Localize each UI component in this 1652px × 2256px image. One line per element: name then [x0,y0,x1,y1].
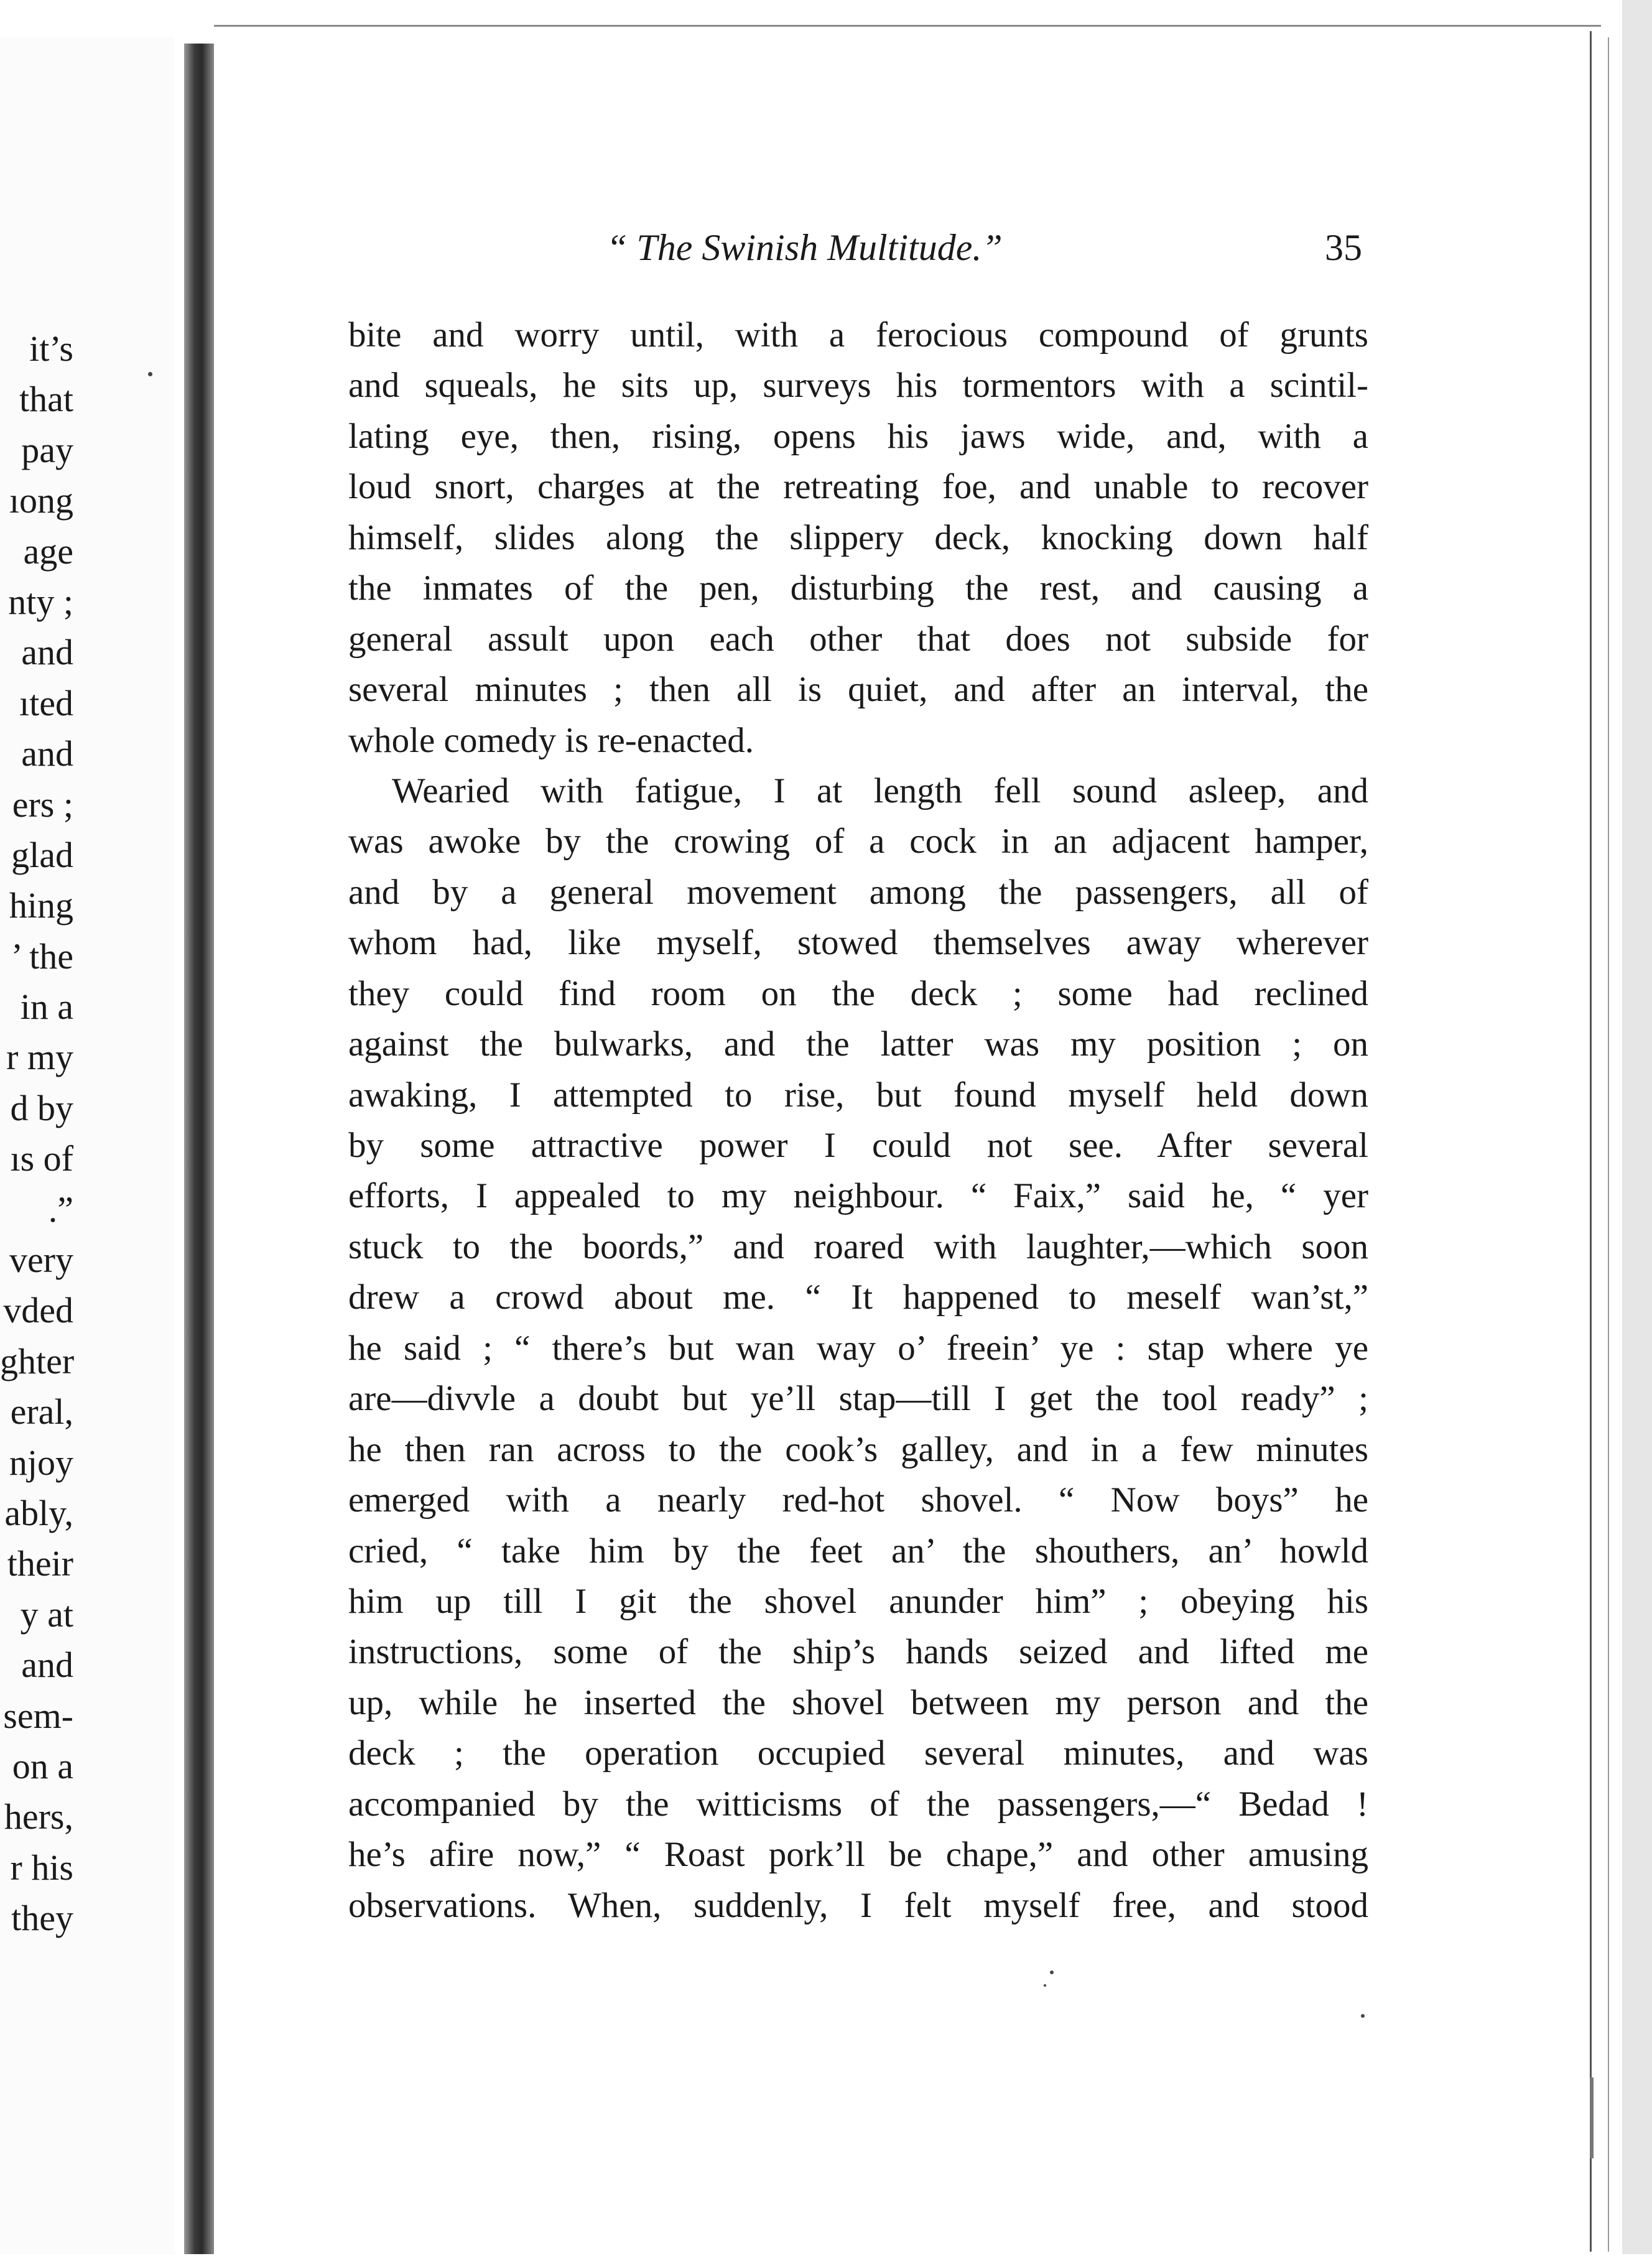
text-line: emerged with a nearly red-hot shovel. “ Now boys” he [348,1480,1368,1520]
text-line: are—divvle a doubt but ye’ll stap—till I get the tool ready” ; [348,1379,1368,1419]
page-edge-line [1608,37,1609,2252]
page-number: 35 [1325,227,1362,268]
left-page-line: d by [10,1087,73,1128]
left-page-line: glad [11,834,73,875]
left-page-line: ’ the [11,935,73,977]
text-line: cried, “ take him by the feet an’ the shouthers, an’ howld [348,1531,1368,1571]
left-page-line: ghter [0,1340,75,1381]
left-page-line: and [21,632,73,673]
text-line: efforts, I appealed to my neighbour. “ Faix,” said he, “ yer [348,1176,1368,1216]
text-line: and by a general movement among the passengers, all of [348,872,1368,912]
left-page-line: hing [9,885,73,926]
left-page-line: that [19,379,73,420]
left-page-line: njoy [9,1442,73,1483]
text-line: up, while he inserted the shovel between my person and the [348,1683,1368,1722]
page-edge-mark [1590,2077,1594,2158]
text-line: drew a crowd about me. “ It happened to meself wan’st,” [348,1278,1368,1317]
text-line: observations. When, suddenly, I felt myself free, and stood [348,1885,1368,1925]
left-page-line: ably, [4,1492,73,1533]
left-page-line: .” [48,1189,73,1230]
left-page-line: ıong [9,480,73,521]
left-page-line: ıs of [10,1138,73,1179]
book-binding-gutter [184,44,214,2254]
text-line: he said ; “ there’s but wan way o’ freein’ ye : stap where ye [348,1328,1368,1368]
body-text [348,310,1368,1931]
text-line: they could find room on the deck ; some had reclined [348,973,1368,1013]
text-line: general assult upon each other that does not subside for [348,619,1368,659]
text-line: he’s afire now,” “ Roast pork’ll be chape,” and other amusing [348,1835,1368,1875]
left-page-line: nty ; [8,581,73,622]
text-line: him up till I git the shovel anunder him” ; obeying his [348,1581,1368,1621]
text-line: himself, slides along the slippery deck, knocking down half [348,518,1368,557]
running-title: “ The Swinish Multitude.” [606,227,1003,268]
text-line: was awoke by the crowing of a cock in an adjacent hamper, [348,822,1368,861]
text-line: several minutes ; then all is quiet, and after an interval, the [348,670,1368,710]
text-line: deck ; the operation occupied several minutes, and was [348,1734,1368,1773]
text-line: he then ran across to the cook’s galley, and in a few minutes [348,1429,1368,1469]
left-page-line: they [11,1898,73,1939]
left-page-text-fragments [0,323,73,1944]
left-page-line: ıted [19,682,73,723]
left-page-line: eral, [10,1391,73,1432]
text-line: accompanied by the witticisms of the passengers,—“ Bedad ! [348,1784,1368,1824]
left-page-line: r his [10,1847,73,1888]
left-page-line: and [21,733,73,774]
left-page-line: very [9,1240,73,1281]
text-line: instructions, some of the ship’s hands seized and lifted me [348,1632,1368,1672]
running-head [606,223,1362,272]
text-line: bite and worry until, with a ferocious compound of grunts [348,315,1368,355]
ink-speck [1044,1984,1046,1987]
left-page-line: it’s [29,328,73,369]
ink-speck [148,372,152,376]
left-page-line: vded [3,1290,73,1331]
text-line: stuck to the boords,” and roared with laughter,—which soon [348,1227,1368,1266]
left-page-line: their [7,1543,73,1584]
text-line: awaking, I attempted to rise, but found myself held down [348,1075,1368,1115]
text-line: by some attractive power I could not see. After several [348,1126,1368,1165]
text-line: whom had, like myself, stowed themselves away wherever [348,923,1368,963]
ink-speck [1361,2014,1365,2018]
left-page-line: and [21,1645,73,1686]
text-line: and squeals, he sits up, surveys his tormentors with a scintil- [348,366,1368,406]
text-line: Wearied with fatigue, I at length fell sound asleep, and [392,771,1368,810]
left-page-line: on a [12,1745,73,1786]
left-page-line: y at [20,1594,73,1635]
left-page-line: sem- [3,1695,73,1736]
text-line: loud snort, charges at the retreating foe, and unable to recover [348,467,1368,507]
left-page-line: pay [21,429,73,470]
page-edge-line [1590,31,1592,2252]
text-line: whole comedy is re-enacted. [348,720,754,760]
text-line: the inmates of the pen, disturbing the rest, and causing a [348,569,1368,608]
text-line: lating eye, then, rising, opens his jaws wide, and, with a [348,416,1368,456]
left-facing-page [0,37,174,2254]
left-page-line: in a [20,986,73,1028]
left-page-line: age [23,531,73,572]
page-block-edge [1622,0,1652,2254]
left-page-line: hers, [4,1796,73,1837]
left-page-line: ers ; [12,784,73,825]
ink-speck [1050,1971,1054,1974]
text-line: against the bulwarks, and the latter was my position ; on [348,1024,1368,1064]
left-page-line: r my [6,1037,73,1078]
